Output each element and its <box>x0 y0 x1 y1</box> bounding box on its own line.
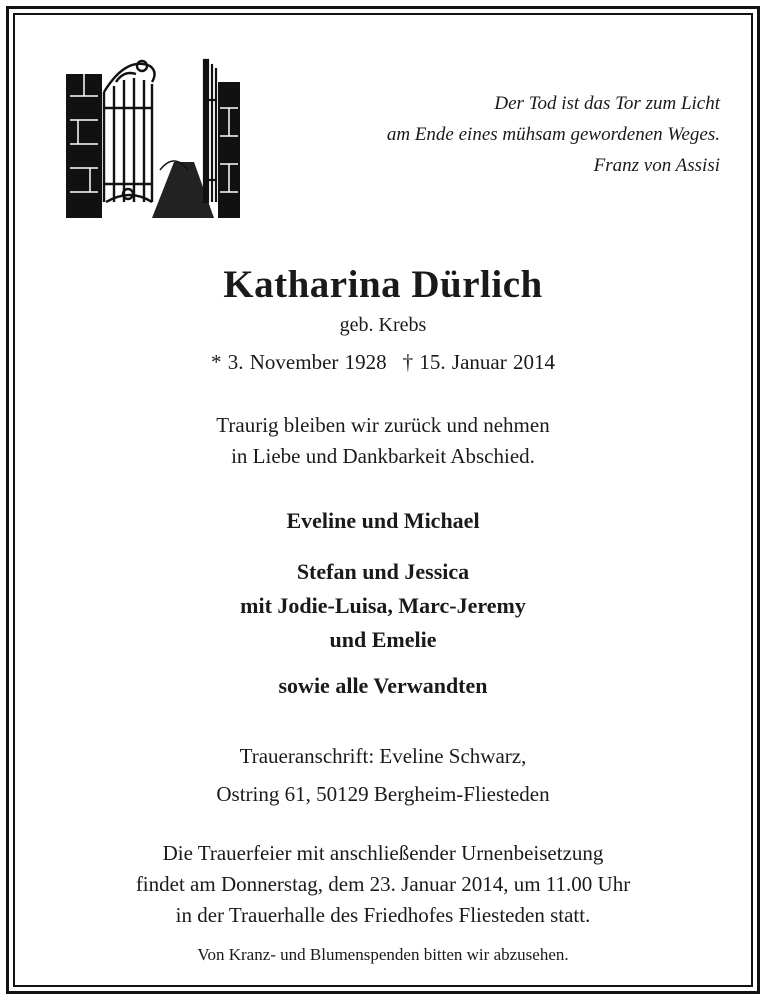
service-line: Die Trauerfeier mit anschließender Urnenbeisetzung <box>162 841 604 865</box>
quote-line: Der Tod ist das Tor zum Licht <box>494 93 720 114</box>
family-group <box>0 555 766 657</box>
family-line: und Emelie <box>329 627 437 652</box>
mourning-text <box>0 410 766 472</box>
service-line: findet am Donnerstag, dem 23. Januar 2014, um 11.00 Uhr <box>135 872 631 896</box>
address-line: Traueranschrift: Eveline Schwarz, <box>239 744 527 768</box>
mourning-line: Traurig bleiben wir zurück und nehmen <box>216 413 550 437</box>
mourning-line: in Liebe und Dankbarkeit Abschied. <box>231 444 535 468</box>
mourning-address <box>0 737 766 813</box>
open-gate-illustration <box>64 52 242 220</box>
birth-date: * 3. November 1928 <box>211 350 387 374</box>
quote-block <box>280 88 720 181</box>
flowers-note: Von Kranz- und Blumenspenden bitten wir abzusehen. <box>197 945 569 964</box>
quote-line: am Ende eines mühsam gewordenen Weges. <box>386 124 720 145</box>
life-dates <box>0 350 766 375</box>
family-group: Eveline und Michael <box>286 508 480 533</box>
service-info <box>0 838 766 931</box>
family-line: mit Jodie-Luisa, Marc-Jeremy <box>240 593 526 618</box>
birth-name: geb. Krebs <box>339 314 427 336</box>
family-group: sowie alle Verwandten <box>278 673 488 698</box>
quote-author: Franz von Assisi <box>593 155 720 176</box>
address-line: Ostring 61, 50129 Bergheim-Fliesteden <box>216 782 550 806</box>
family-line: Stefan und Jessica <box>296 559 470 584</box>
deceased-name: Katharina Dürlich <box>223 263 543 306</box>
death-date: † 15. Januar 2014 <box>402 350 555 374</box>
service-line: in der Trauerhalle des Friedhofes Fliesteden statt. <box>175 903 591 927</box>
